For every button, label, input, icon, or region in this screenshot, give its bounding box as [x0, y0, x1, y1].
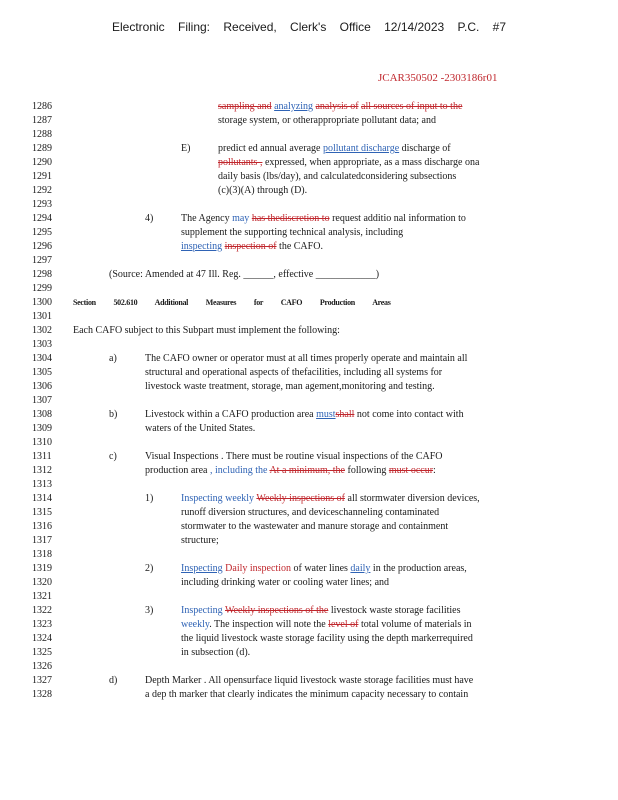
line-number: 1306	[32, 381, 52, 392]
text-line-1315: runoff diversion structures, and deviceschanneling contaminated	[181, 507, 440, 518]
text-line-1322	[181, 604, 461, 618]
text-line-1287: storage system, or otherappropriate pollutant data; and	[218, 115, 436, 126]
text-segment: request additio nal information to	[332, 213, 466, 224]
line-number: 1298	[32, 269, 52, 280]
line-number: 1325	[32, 647, 52, 658]
deleted-text: level of	[328, 619, 359, 630]
text-line-1295: supplement the supporting technical analysis, including	[181, 227, 404, 238]
line-number: 1319	[32, 563, 52, 574]
text-line-1304: The CAFO owner or operator must at all times properly operate and maintain all	[145, 353, 468, 364]
line-number: 1288	[32, 129, 52, 140]
inserted-text: pollutant discharge	[322, 143, 400, 154]
line-number: 1313	[32, 479, 52, 490]
text-line-1316: stormwater to the wastewater and manure storage and containment	[181, 521, 449, 532]
line-number: 1328	[32, 689, 52, 700]
line-number: 1324	[32, 633, 52, 644]
inserted-text: , including the	[209, 465, 268, 476]
text-segment: The Agency	[181, 213, 230, 224]
deleted-text: At a minimum, the	[269, 465, 345, 476]
text-segment: livestock waste storage facilities	[330, 605, 461, 616]
deleted-text: has thediscretion to	[251, 213, 330, 224]
line-number: 1321	[32, 591, 52, 602]
line-number: 1317	[32, 535, 52, 546]
text-line-1302: Each CAFO subject to this Subpart must implement the following:	[73, 325, 340, 336]
text-line-1327: Depth Marker . All opensurface liquid livestock waste storage facilities must have	[145, 675, 474, 686]
text-segment: all stormwater diversion devices,	[347, 493, 480, 504]
section-heading: Section 502.610 Additional Measures for CAFO Production Areas	[73, 298, 391, 307]
line-number: 1305	[32, 367, 52, 378]
line-number: 1322	[32, 605, 52, 616]
line-number: 1287	[32, 115, 52, 126]
inserted-text: may	[232, 213, 250, 224]
deleted-text: pollutants ,	[218, 157, 263, 168]
line-number: 1314	[32, 493, 52, 504]
text-segment: of water lines	[293, 563, 348, 574]
item-marker-4: 4)	[145, 213, 154, 224]
item-marker-b: b)	[109, 409, 118, 420]
line-number: 1323	[32, 619, 52, 630]
line-number: 1326	[32, 661, 52, 672]
text-segment: predict ed annual average	[218, 143, 321, 154]
text-line-1309: waters of the United States.	[145, 423, 256, 434]
text-segment: total volume of materials in	[360, 619, 472, 630]
item-marker-d: d)	[109, 675, 118, 686]
inserted-text: weekly	[181, 619, 210, 630]
deleted-text: must occur	[388, 465, 434, 476]
text-segment: production area	[145, 465, 208, 476]
text-line-1319	[181, 562, 467, 576]
inserted-text: Inspecting	[181, 563, 223, 574]
deleted-text: Weekly inspections of	[256, 493, 345, 504]
text-line-1290	[218, 156, 479, 170]
line-number: 1301	[32, 311, 52, 322]
line-number: 1307	[32, 395, 52, 406]
text-segment: Livestock within a CAFO production area	[145, 409, 314, 420]
line-number: 1295	[32, 227, 52, 238]
line-number: 1310	[32, 437, 52, 448]
line-number: 1293	[32, 199, 52, 210]
item-marker-e: E)	[181, 143, 191, 154]
inserted-text: must	[316, 409, 336, 420]
line-number: 1327	[32, 675, 52, 686]
text-line-1325: in subsection (d).	[181, 647, 251, 658]
deleted-text: all sources of input to the	[361, 101, 463, 112]
inserted-text: inspecting	[181, 241, 223, 252]
line-number: 1318	[32, 549, 52, 560]
deleted-text: analysis of	[315, 101, 359, 112]
text-line-1289	[218, 142, 451, 156]
line-number: 1292	[32, 185, 52, 196]
text-line-1286	[218, 100, 462, 114]
filing-header: Electronic Filing: Received, Clerk's Office 12/14/2023 P.C. #7	[111, 20, 506, 34]
line-number: 1316	[32, 521, 52, 532]
deleted-text: inspection of	[224, 241, 277, 252]
text-line-1328: a dep th marker that clearly indicates the minimum capacity necessary to contain	[145, 689, 469, 700]
line-number: 1299	[32, 283, 52, 294]
item-marker-a: a)	[109, 353, 117, 364]
line-number: 1291	[32, 171, 52, 182]
line-number: 1302	[32, 325, 52, 336]
line-number: 1309	[32, 423, 52, 434]
inserted-text: Inspecting weekly	[181, 493, 255, 504]
line-number: 1290	[32, 157, 52, 168]
text-line-1294	[181, 212, 466, 226]
text-line-1320: including drinking water or cooling water lines; and	[181, 577, 390, 588]
text-line-1291: daily basis (lbs/day), and calculatedconsidering subsections	[218, 171, 457, 182]
line-number: 1297	[32, 255, 52, 266]
text-line-1305: structural and operational aspects of thefacilities, including all systems for	[145, 367, 443, 378]
item-marker-c1: 1)	[145, 493, 154, 504]
deleted-text: Daily inspection	[225, 563, 291, 574]
source-note: (Source: Amended at 47 Ill. Reg. ______, effective ____________)	[109, 269, 380, 280]
item-marker-c3: 3)	[145, 605, 154, 616]
text-line-1292: (c)(3)(A) through (D).	[218, 185, 308, 196]
text-line-1308	[145, 408, 464, 422]
text-line-1311: Visual Inspections . There must be routine visual inspections of the CAFO	[145, 451, 443, 462]
line-number: 1303	[32, 339, 52, 350]
deleted-text: shall	[335, 409, 355, 420]
line-number: 1304	[32, 353, 52, 364]
item-marker-c: c)	[109, 451, 117, 462]
text-line-1317: structure;	[181, 535, 219, 546]
line-number: 1320	[32, 577, 52, 588]
text-segment: discharge of	[401, 143, 451, 154]
text-segment: in the production areas,	[372, 563, 467, 574]
text-line-1323	[181, 618, 472, 632]
line-number: 1296	[32, 241, 52, 252]
text-line-1296	[181, 240, 323, 254]
text-segment: :	[433, 465, 436, 476]
document-id: JCAR350502 -2303186r01	[378, 72, 498, 84]
line-number: 1286	[32, 101, 52, 112]
text-segment: expressed, when appropriate, as a mass discharge ona	[264, 157, 480, 168]
deleted-text: sampling and	[218, 101, 272, 112]
inserted-text: daily	[350, 563, 371, 574]
line-number: 1315	[32, 507, 52, 518]
line-number: 1308	[32, 409, 52, 420]
line-number: 1311	[32, 451, 52, 462]
text-segment: following	[347, 465, 387, 476]
deleted-text: Weekly inspections of the	[224, 605, 329, 616]
line-number: 1294	[32, 213, 52, 224]
line-number: 1300	[32, 297, 52, 308]
item-marker-c2: 2)	[145, 563, 154, 574]
inserted-text: Inspecting	[181, 605, 223, 616]
text-line-1312	[145, 464, 436, 478]
line-number: 1289	[32, 143, 52, 154]
text-line-1324: the liquid livestock waste storage facility using the depth markerrequired	[181, 633, 473, 644]
text-segment: . The inspection will note the	[209, 619, 326, 630]
text-line-1314	[181, 492, 480, 506]
line-number: 1312	[32, 465, 52, 476]
text-segment: not come into contact with	[356, 409, 464, 420]
inserted-text: analyzing	[274, 101, 313, 112]
text-line-1306: livestock waste treatment, storage, man agement,monitoring and testing.	[145, 381, 435, 392]
text-segment: the CAFO.	[279, 241, 323, 252]
